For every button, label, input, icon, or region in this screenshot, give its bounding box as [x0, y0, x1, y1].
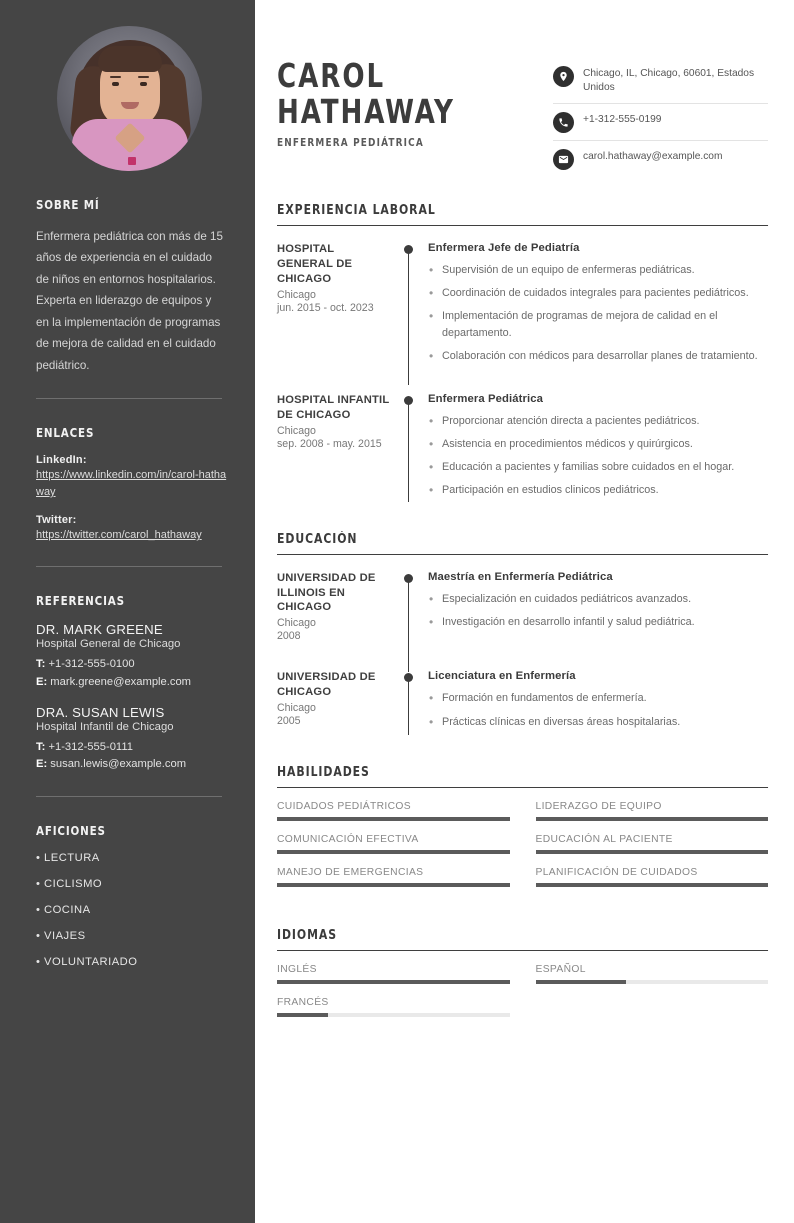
- languages-heading: IDIOMAS: [277, 928, 768, 951]
- language-label: ESPAÑOL: [535, 963, 586, 975]
- contact-address: Chicago, IL, Chicago, 60601, Estados Unidos: [583, 68, 755, 94]
- reference-email: susan.lewis@example.com: [50, 758, 187, 771]
- skill-track: [536, 850, 769, 854]
- reference-email-label: E:: [36, 675, 48, 688]
- name-block: [277, 52, 479, 149]
- link-item-linkedin: [36, 454, 227, 501]
- skill-item: [536, 867, 769, 887]
- bullet-item: • Implementación de programas de mejora de calidad en el departamento.: [428, 308, 768, 340]
- entry-body: [424, 393, 768, 506]
- timeline-line: [408, 582, 409, 673]
- profile-photo: [57, 26, 202, 171]
- divider: [36, 796, 222, 797]
- skill-item: [277, 801, 510, 821]
- reference-email-line: [36, 674, 227, 691]
- entry-location: Chicago: [277, 288, 316, 301]
- job-title: ENFERMERA PEDIÁTRICA: [277, 136, 424, 150]
- entry-bullets: [428, 262, 768, 364]
- timeline-line: [408, 681, 409, 734]
- divider: [36, 398, 222, 399]
- references-heading: REFERENCIAS: [36, 593, 125, 609]
- entry-body: [424, 571, 768, 643]
- timeline-marker: [402, 393, 424, 506]
- entry-meta: [277, 670, 402, 736]
- entry-body: [424, 242, 768, 371]
- hobby-item: • VOLUNTARIADO: [36, 955, 138, 968]
- language-item: [277, 964, 510, 984]
- entry-body: [424, 670, 768, 736]
- entry-bullets: [428, 413, 768, 499]
- experience-entry: [277, 393, 768, 506]
- skill-item: [536, 834, 769, 854]
- phone-icon: [553, 112, 574, 133]
- entry-location: Chicago: [277, 702, 316, 715]
- reference-phone-line: [36, 656, 227, 673]
- last-name: HATHAWAY: [277, 91, 455, 131]
- link-url-linkedin[interactable]: https://www.linkedin.com/in/carol-hathaway: [36, 469, 227, 499]
- portrait-illustration: [57, 26, 202, 171]
- timeline-marker: [402, 242, 424, 371]
- reference-phone-label: T:: [36, 658, 46, 671]
- skill-label: COMUNICACIÓN EFECTIVA: [277, 833, 419, 845]
- language-track: [277, 980, 510, 984]
- entry-bullets: [428, 591, 768, 630]
- hobby-item: • CICLISMO: [36, 877, 103, 890]
- reference-name: DR. MARK GREENE: [36, 622, 163, 638]
- bullet-item: • Prácticas clínicas en diversas áreas hospitalarias.: [428, 714, 768, 730]
- language-item: [277, 997, 510, 1017]
- entry-dates: sep. 2008 - may. 2015: [277, 437, 382, 450]
- bullet-item: • Proporcionar atención directa a pacientes pediátricos.: [428, 413, 768, 429]
- language-fill: [277, 980, 510, 984]
- entry-organization: HOSPITAL INFANTIL DE CHICAGO: [277, 393, 390, 421]
- education-heading: EDUCACIÓN: [277, 532, 768, 555]
- entry-organization: HOSPITAL GENERAL DE CHICAGO: [277, 242, 353, 285]
- education-section: [277, 532, 768, 737]
- entry-organization: UNIVERSIDAD DE CHICAGO: [277, 671, 376, 699]
- language-label: FRANCÉS: [277, 996, 329, 1008]
- experience-entry: [277, 242, 768, 371]
- contact-phone-row: [553, 104, 768, 141]
- language-item: [536, 964, 769, 984]
- skill-track: [277, 817, 510, 821]
- entry-role: Maestría en Enfermería Pediátrica: [428, 570, 613, 583]
- contact-email: carol.hathaway@example.com: [583, 150, 723, 162]
- divider: [36, 566, 222, 567]
- timeline-marker: [402, 670, 424, 736]
- entry-location: Chicago: [277, 617, 316, 630]
- entry-bullets: [428, 690, 768, 729]
- language-fill: [536, 980, 627, 984]
- skill-fill: [277, 817, 510, 821]
- reference-phone: +1-312-555-0111: [48, 740, 133, 753]
- sidebar: [0, 0, 255, 1223]
- link-item-twitter: [36, 514, 227, 544]
- language-fill: [277, 1013, 328, 1017]
- reference-phone-label: T:: [36, 740, 46, 753]
- reference-item: [36, 622, 227, 691]
- reference-phone-line: [36, 739, 227, 756]
- main-content: [255, 0, 794, 1223]
- link-label-twitter: Twitter:: [36, 514, 77, 527]
- skill-item: [536, 801, 769, 821]
- language-track: [277, 1013, 510, 1017]
- reference-organization: Hospital Infantil de Chicago: [36, 720, 174, 733]
- envelope-icon: [553, 149, 574, 170]
- entry-meta: [277, 571, 402, 643]
- contact-address-row: [553, 58, 768, 104]
- bullet-item: • Especialización en cuidados pediátricos avanzados.: [428, 591, 768, 607]
- reference-email-line: [36, 756, 227, 773]
- skill-fill: [536, 817, 769, 821]
- education-entry: [277, 571, 768, 643]
- reference-name: DRA. SUSAN LEWIS: [36, 704, 165, 720]
- language-label: INGLÉS: [277, 963, 317, 975]
- bullet-item: • Formación en fundamentos de enfermería.: [428, 690, 768, 706]
- skill-fill: [277, 883, 510, 887]
- bullet-item: • Supervisión de un equipo de enfermeras pediátricas.: [428, 262, 768, 278]
- entry-role: Enfermera Jefe de Pediatría: [428, 241, 580, 254]
- skill-label: LIDERAZGO DE EQUIPO: [535, 800, 662, 812]
- entry-role: Licenciatura en Enfermería: [428, 670, 576, 683]
- first-name: CAROL: [277, 56, 386, 95]
- timeline-marker: [402, 571, 424, 643]
- skill-label: PLANIFICACIÓN DE CUIDADOS: [535, 866, 698, 878]
- skills-section: [277, 765, 768, 900]
- bullet-item: • Educación a pacientes y familias sobre cuidados en el hogar.: [428, 459, 768, 475]
- languages-list: [277, 964, 768, 1030]
- entry-meta: [277, 242, 402, 371]
- entry-role: Enfermera Pediátrica: [428, 392, 544, 405]
- entry-dates: 2008: [277, 630, 301, 643]
- link-label-linkedin: LinkedIn:: [36, 454, 87, 467]
- skill-label: MANEJO DE EMERGENCIAS: [277, 866, 424, 878]
- skills-list: [277, 801, 768, 900]
- timeline-line: [408, 253, 409, 385]
- about-heading: SOBRE MÍ: [36, 197, 100, 212]
- location-pin-icon: [553, 66, 574, 87]
- languages-section: [277, 928, 768, 1030]
- skill-item: [277, 867, 510, 887]
- experience-heading: EXPERIENCIA LABORAL: [277, 203, 768, 226]
- reference-email: mark.greene@example.com: [50, 675, 191, 688]
- hobby-item: • VIAJES: [36, 929, 86, 942]
- skills-heading: HABILIDADES: [277, 765, 768, 788]
- skill-fill: [536, 883, 769, 887]
- bullet-item: • Investigación en desarrollo infantil y salud pediátrica.: [428, 614, 768, 630]
- entry-dates: 2005: [277, 715, 301, 728]
- bullet-item: • Participación en estudios clinicos pediátricos.: [428, 482, 768, 498]
- reference-organization: Hospital General de Chicago: [36, 638, 181, 651]
- hobby-item: • COCINA: [36, 903, 91, 916]
- contact-email-row: [553, 141, 768, 177]
- bullet-item: • Colaboración con médicos para desarrollar planes de tratamiento.: [428, 348, 768, 364]
- contact-phone: +1-312-555-0199: [583, 113, 662, 125]
- hobby-item: • LECTURA: [36, 851, 100, 864]
- skill-track: [536, 883, 769, 887]
- entry-dates: jun. 2015 - oct. 2023: [277, 301, 374, 314]
- about-text: Enfermera pediátrica con más de 15 años de experiencia en el cuidado de niños en entornos hospitalarios. Experta en liderazgo de equipos y en la implementación de programas de mejora de calidad en el cuidado pediátrico.: [36, 230, 223, 372]
- contact-list: [553, 58, 768, 177]
- header: [277, 52, 768, 177]
- experience-section: [277, 203, 768, 506]
- skill-fill: [536, 850, 769, 854]
- entry-organization: UNIVERSIDAD DE ILLINOIS EN CHICAGO: [277, 571, 376, 614]
- skill-label: CUIDADOS PEDIÁTRICOS: [277, 800, 412, 812]
- entry-meta: [277, 393, 402, 506]
- language-track: [536, 980, 769, 984]
- links-heading: ENLACES: [36, 425, 95, 441]
- reference-email-label: E:: [36, 758, 48, 771]
- hobbies-heading: AFICIONES: [36, 822, 106, 838]
- skill-track: [277, 883, 510, 887]
- skill-label: EDUCACIÓN AL PACIENTE: [535, 833, 673, 845]
- skill-fill: [277, 850, 510, 854]
- entry-location: Chicago: [277, 424, 316, 437]
- skill-track: [536, 817, 769, 821]
- bullet-item: • Coordinación de cuidados integrales para pacientes pediátricos.: [428, 285, 768, 301]
- reference-item: [36, 705, 227, 774]
- skill-item: [277, 834, 510, 854]
- bullet-item: • Asistencia en procedimientos médicos y quirúrgicos.: [428, 436, 768, 452]
- reference-phone: +1-312-555-0100: [48, 658, 135, 671]
- skill-track: [277, 850, 510, 854]
- link-url-twitter[interactable]: https://twitter.com/carol_hathaway: [36, 529, 202, 542]
- education-entry: [277, 670, 768, 736]
- timeline-line: [408, 404, 409, 502]
